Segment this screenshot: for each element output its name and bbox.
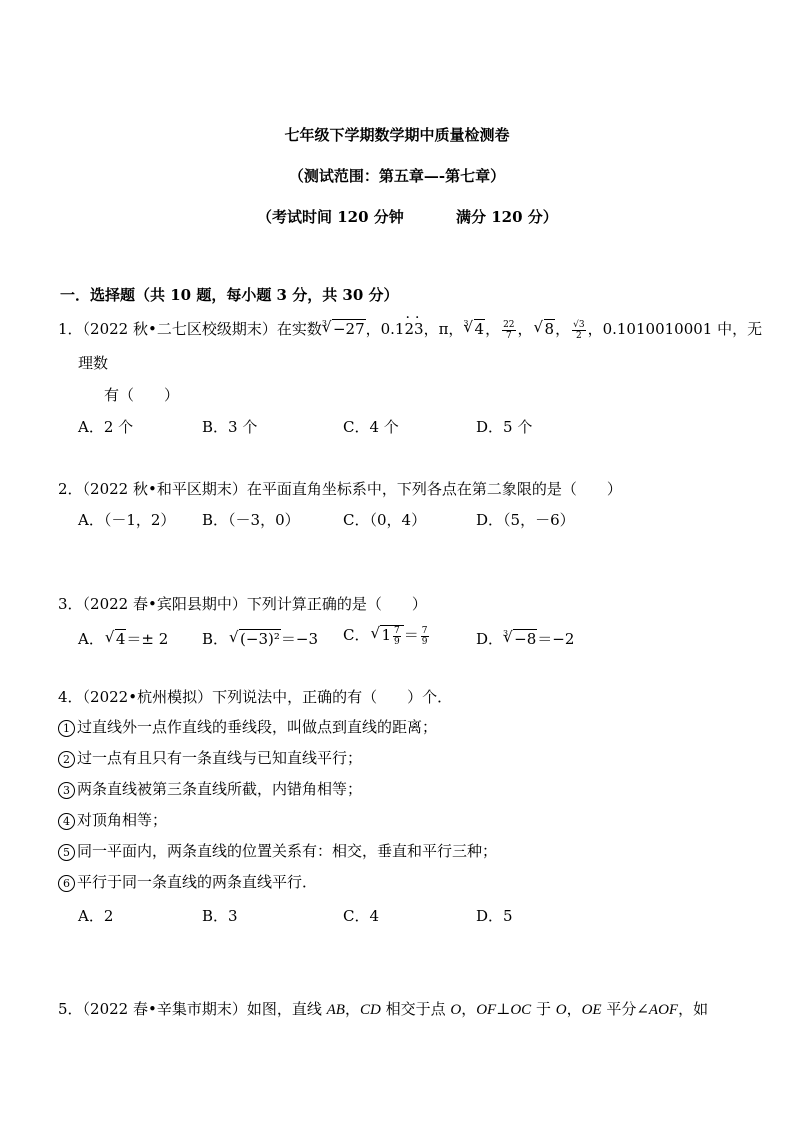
statement-item: 5 同一平面内，两条直线的位置关系有：相交，垂直和平行三种； [58, 840, 497, 861]
option-a: A．（－1，2） [78, 511, 176, 529]
question-source: （2022 秋•和平区期末） [82, 480, 247, 498]
option-c: C．4 个 [343, 418, 399, 436]
question-text: 在实数 [276, 320, 322, 338]
square-root: √ 8 [535, 320, 556, 338]
cube-root: √ 4 [465, 320, 486, 338]
question-2 [58, 478, 622, 499]
question-text: 在平面直角坐标系中，下列各点在第二象限的是（ ） [246, 480, 622, 498]
option-a: A．√ 4＝± 2 [78, 628, 168, 649]
question-text: ，0.1010010001 中，无 [587, 320, 763, 338]
option-c: C．√ 1 $\frac{7}{9}$ ＝ $\frac{7}{9}$ [343, 624, 431, 647]
circled-number: 6 [58, 875, 75, 892]
question-text: ，π， [423, 320, 464, 338]
option-d: D．$^3$√ −8＝−2 [476, 628, 574, 649]
option-a: A．2 个 [78, 418, 134, 436]
option-c: C．4 [343, 907, 380, 925]
option-d: D．（5，－6） [476, 511, 575, 529]
option-b: B．3 个 [202, 418, 258, 436]
circled-number: 5 [58, 844, 75, 861]
fraction: $\frac{√3}{2}$ [573, 319, 585, 341]
circled-number: 1 [58, 720, 75, 737]
square-root: √ (−3)² [230, 630, 281, 648]
question-source: （2022 春•宾阳县期中） [82, 595, 247, 613]
question-source: （2022•杭州模拟） [82, 688, 213, 706]
option-d: D．5 [476, 907, 513, 925]
fraction: $\frac{7}{9}$ [421, 625, 428, 647]
option-b: B．√ (−3)²＝−3 [202, 628, 318, 649]
option-d: D．5 个 [476, 418, 533, 436]
cube-root: √ −27 [323, 320, 366, 338]
cube-root: √ −8 [504, 630, 537, 648]
repeating-digit: 2 · [404, 320, 414, 338]
statement-item: 1 过直线外一点作直线的垂线段，叫做点到直线的距离； [58, 716, 437, 737]
statement-item: 6 平行于同一条直线的两条直线平行． [58, 871, 317, 892]
question-number: 2． [58, 480, 83, 498]
section-heading: 一．选择题（共 10 题，每小题 3 分，共 30 分） [60, 286, 399, 304]
option-c: C．（0，4） [343, 511, 427, 529]
question-5: 5．（2022 春•辛集市期末）如图，直线 AB，CD 相交于点 O，OF⊥OC 于 O，OE 平分∠AOF，如 [58, 1000, 709, 1018]
option-a: A．2 [78, 907, 114, 925]
circled-number: 3 [58, 782, 75, 799]
repeating-digit: 3 · [414, 320, 424, 338]
square-root: √ 1 $\frac{7}{9}$ [371, 626, 403, 647]
decimal: ，0.1 [365, 320, 405, 338]
statement-item: 3 两条直线被第三条直线所截，内错角相等； [58, 778, 362, 799]
exam-title: 七年级下学期数学期中质量检测卷 [284, 126, 510, 144]
question-source: （2022 春•辛集市期末） [82, 1000, 247, 1018]
fraction: $\frac{7}{9}$ [394, 625, 400, 647]
question-number: 1． [58, 320, 83, 338]
question-number: 4． [58, 688, 83, 706]
circled-number: 2 [58, 751, 75, 768]
question-number: 3． [58, 595, 83, 613]
statement-item: 4 对顶角相等； [58, 809, 167, 830]
square-root: √ 4 [106, 630, 127, 648]
statement-item: 2 过一点有且只有一条直线与已知直线平行； [58, 747, 362, 768]
question-text: 下列说法中，正确的有（ ）个． [212, 688, 453, 706]
exam-range: （测试范围：第五章—-第七章） [288, 167, 506, 185]
question-source: （2022 秋•二七区校级期末） [82, 320, 277, 338]
option-b: B．3 [202, 907, 238, 925]
exam-score: 满分 120 分） [456, 208, 558, 226]
question-4 [58, 686, 452, 707]
exam-time: （考试时间 120 分钟 [257, 208, 404, 226]
question-3 [58, 593, 427, 614]
question-1: 1．（2022 秋•二七区校级期末）在实数$^3$√ −27，0.12 ·3 ·，π，$^3$√ 4， $\frac{22}{7}$ ，√ 8， $\frac{√3}{2}$ ，0.1010010001 中，无 [58, 318, 762, 341]
fraction: $\frac{22}{7}$ [503, 319, 515, 341]
option-b: B．（－3，0） [202, 511, 300, 529]
circled-number: 4 [58, 813, 75, 830]
question-text: 下列计算正确的是（ ） [246, 595, 427, 613]
question-text: 理数 [78, 354, 109, 372]
question-number: 5． [58, 1000, 83, 1018]
question-text: 有（ ） [104, 386, 180, 404]
